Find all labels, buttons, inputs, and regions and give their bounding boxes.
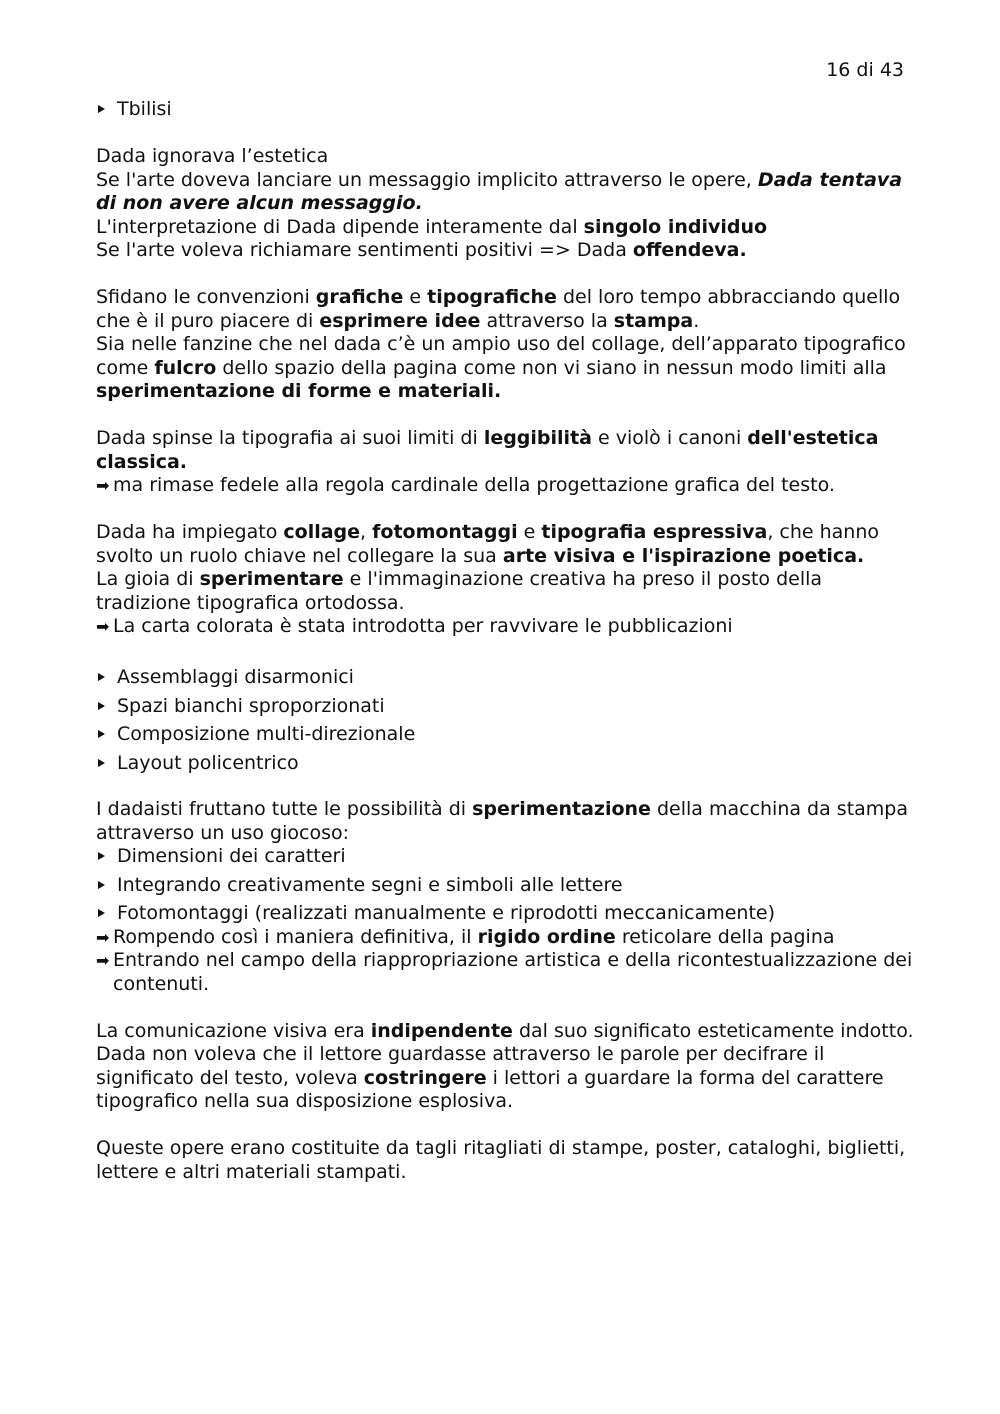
arrow-right-icon: ➡ <box>96 617 110 636</box>
text-line: Dada ha impiegato collage, fotomontaggi e tipografia espressiva, che hanno svolto un ruolo chiave nel collegare la sua arte visiva e l'ispirazione poetica. <box>96 521 880 567</box>
paragraph-comunicazione <box>96 1020 916 1114</box>
page-content <box>96 98 916 1184</box>
paragraph-leggibilita <box>96 427 916 498</box>
list-item: Dimensioni dei caratteri <box>96 845 916 869</box>
arrow-line: ➡ ma rimase fedele alla regola cardinale della progettazione grafica del testo. <box>96 474 835 496</box>
text-line: La comunicazione visiva era indipendente dal suo significato esteticamente indotto. <box>96 1019 914 1042</box>
list-item: Spazi bianchi sproporzionati <box>96 695 916 719</box>
features-list <box>96 666 916 775</box>
arrow-right-icon: ➡ <box>96 927 110 947</box>
list-item: Tbilisi <box>96 98 916 122</box>
text-line: La gioia di sperimentare e l'immaginazione creativa ha preso il posto della tradizione tipografica ortodossa. <box>96 568 823 614</box>
text-line: Dada non voleva che il lettore guardasse attraverso le parole per decifrare il significato del testo, voleva costringere i lettori a guardare la forma del carattere tipografico nella sua disposizione esplosiva. <box>96 1043 884 1112</box>
list-item: Integrando creativamente segni e simboli alle lettere <box>96 874 916 898</box>
text-line: Sfidano le convenzioni grafiche e tipografiche del loro tempo abbracciando quello che è il puro piacere di esprimere idee attraverso la stampa. <box>96 286 901 332</box>
paragraph-opere: Queste opere erano costituite da tagli ritagliati di stampe, poster, cataloghi, biglietti, lettere e altri materiali stampati. <box>96 1137 906 1183</box>
list-item: Fotomontaggi (realizzati manualmente e riprodotti meccanicamente) <box>96 902 916 926</box>
top-bullet-list <box>96 98 916 122</box>
arrow-right-icon: ➡ <box>96 951 110 970</box>
list-item: Assemblaggi disarmonici <box>96 666 916 690</box>
list-item: Layout policentrico <box>96 752 916 776</box>
text-line: Dada spinse la tipografia ai suoi limiti di leggibilità e violò i canoni dell'estetica classica. <box>96 427 879 473</box>
text-line: Se l'arte voleva richiamare sentimenti positivi => Dada offendeva. <box>96 239 747 261</box>
text-line: Dada ignorava l’estetica <box>96 145 329 167</box>
page-number: 16 di 43 <box>826 59 904 81</box>
arrow-line: ➡ Entrando nel campo della riappropriazione artistica e della ricontestualizzazione dei contenuti. <box>96 949 913 995</box>
paragraph-convenzioni <box>96 286 916 404</box>
list-item: Composizione multi-direzionale <box>96 723 916 747</box>
arrow-right-icon: ➡ <box>96 476 110 495</box>
possibilities-list <box>96 845 916 926</box>
text-line: I dadaisti fruttano tutte le possibilità di sperimentazione della macchina da stampa attraverso un uso giocoso: <box>96 798 909 844</box>
paragraph-dadaisti <box>96 798 916 996</box>
text-line: Sia nelle fanzine che nel dada c’è un ampio uso del collage, dell’apparato tipografico come fulcro dello spazio della pagina come non vi siano in nessun modo limiti alla sperimentazione di forme e materiali. <box>96 333 906 402</box>
paragraph-collage <box>96 521 916 639</box>
paragraph-dada-estetica <box>96 145 916 263</box>
arrow-line: ➡ La carta colorata è stata introdotta per ravvivare le pubblicazioni <box>96 615 733 637</box>
text-line: L'interpretazione di Dada dipende interamente dal singolo individuo <box>96 215 768 238</box>
text-line: Se l'arte doveva lanciare un messaggio implicito attraverso le opere, Dada tentava di non avere alcun messaggio. <box>96 168 903 214</box>
arrow-line: ➡ Rompendo così i maniera definitiva, il rigido ordine reticolare della pagina <box>96 925 835 948</box>
